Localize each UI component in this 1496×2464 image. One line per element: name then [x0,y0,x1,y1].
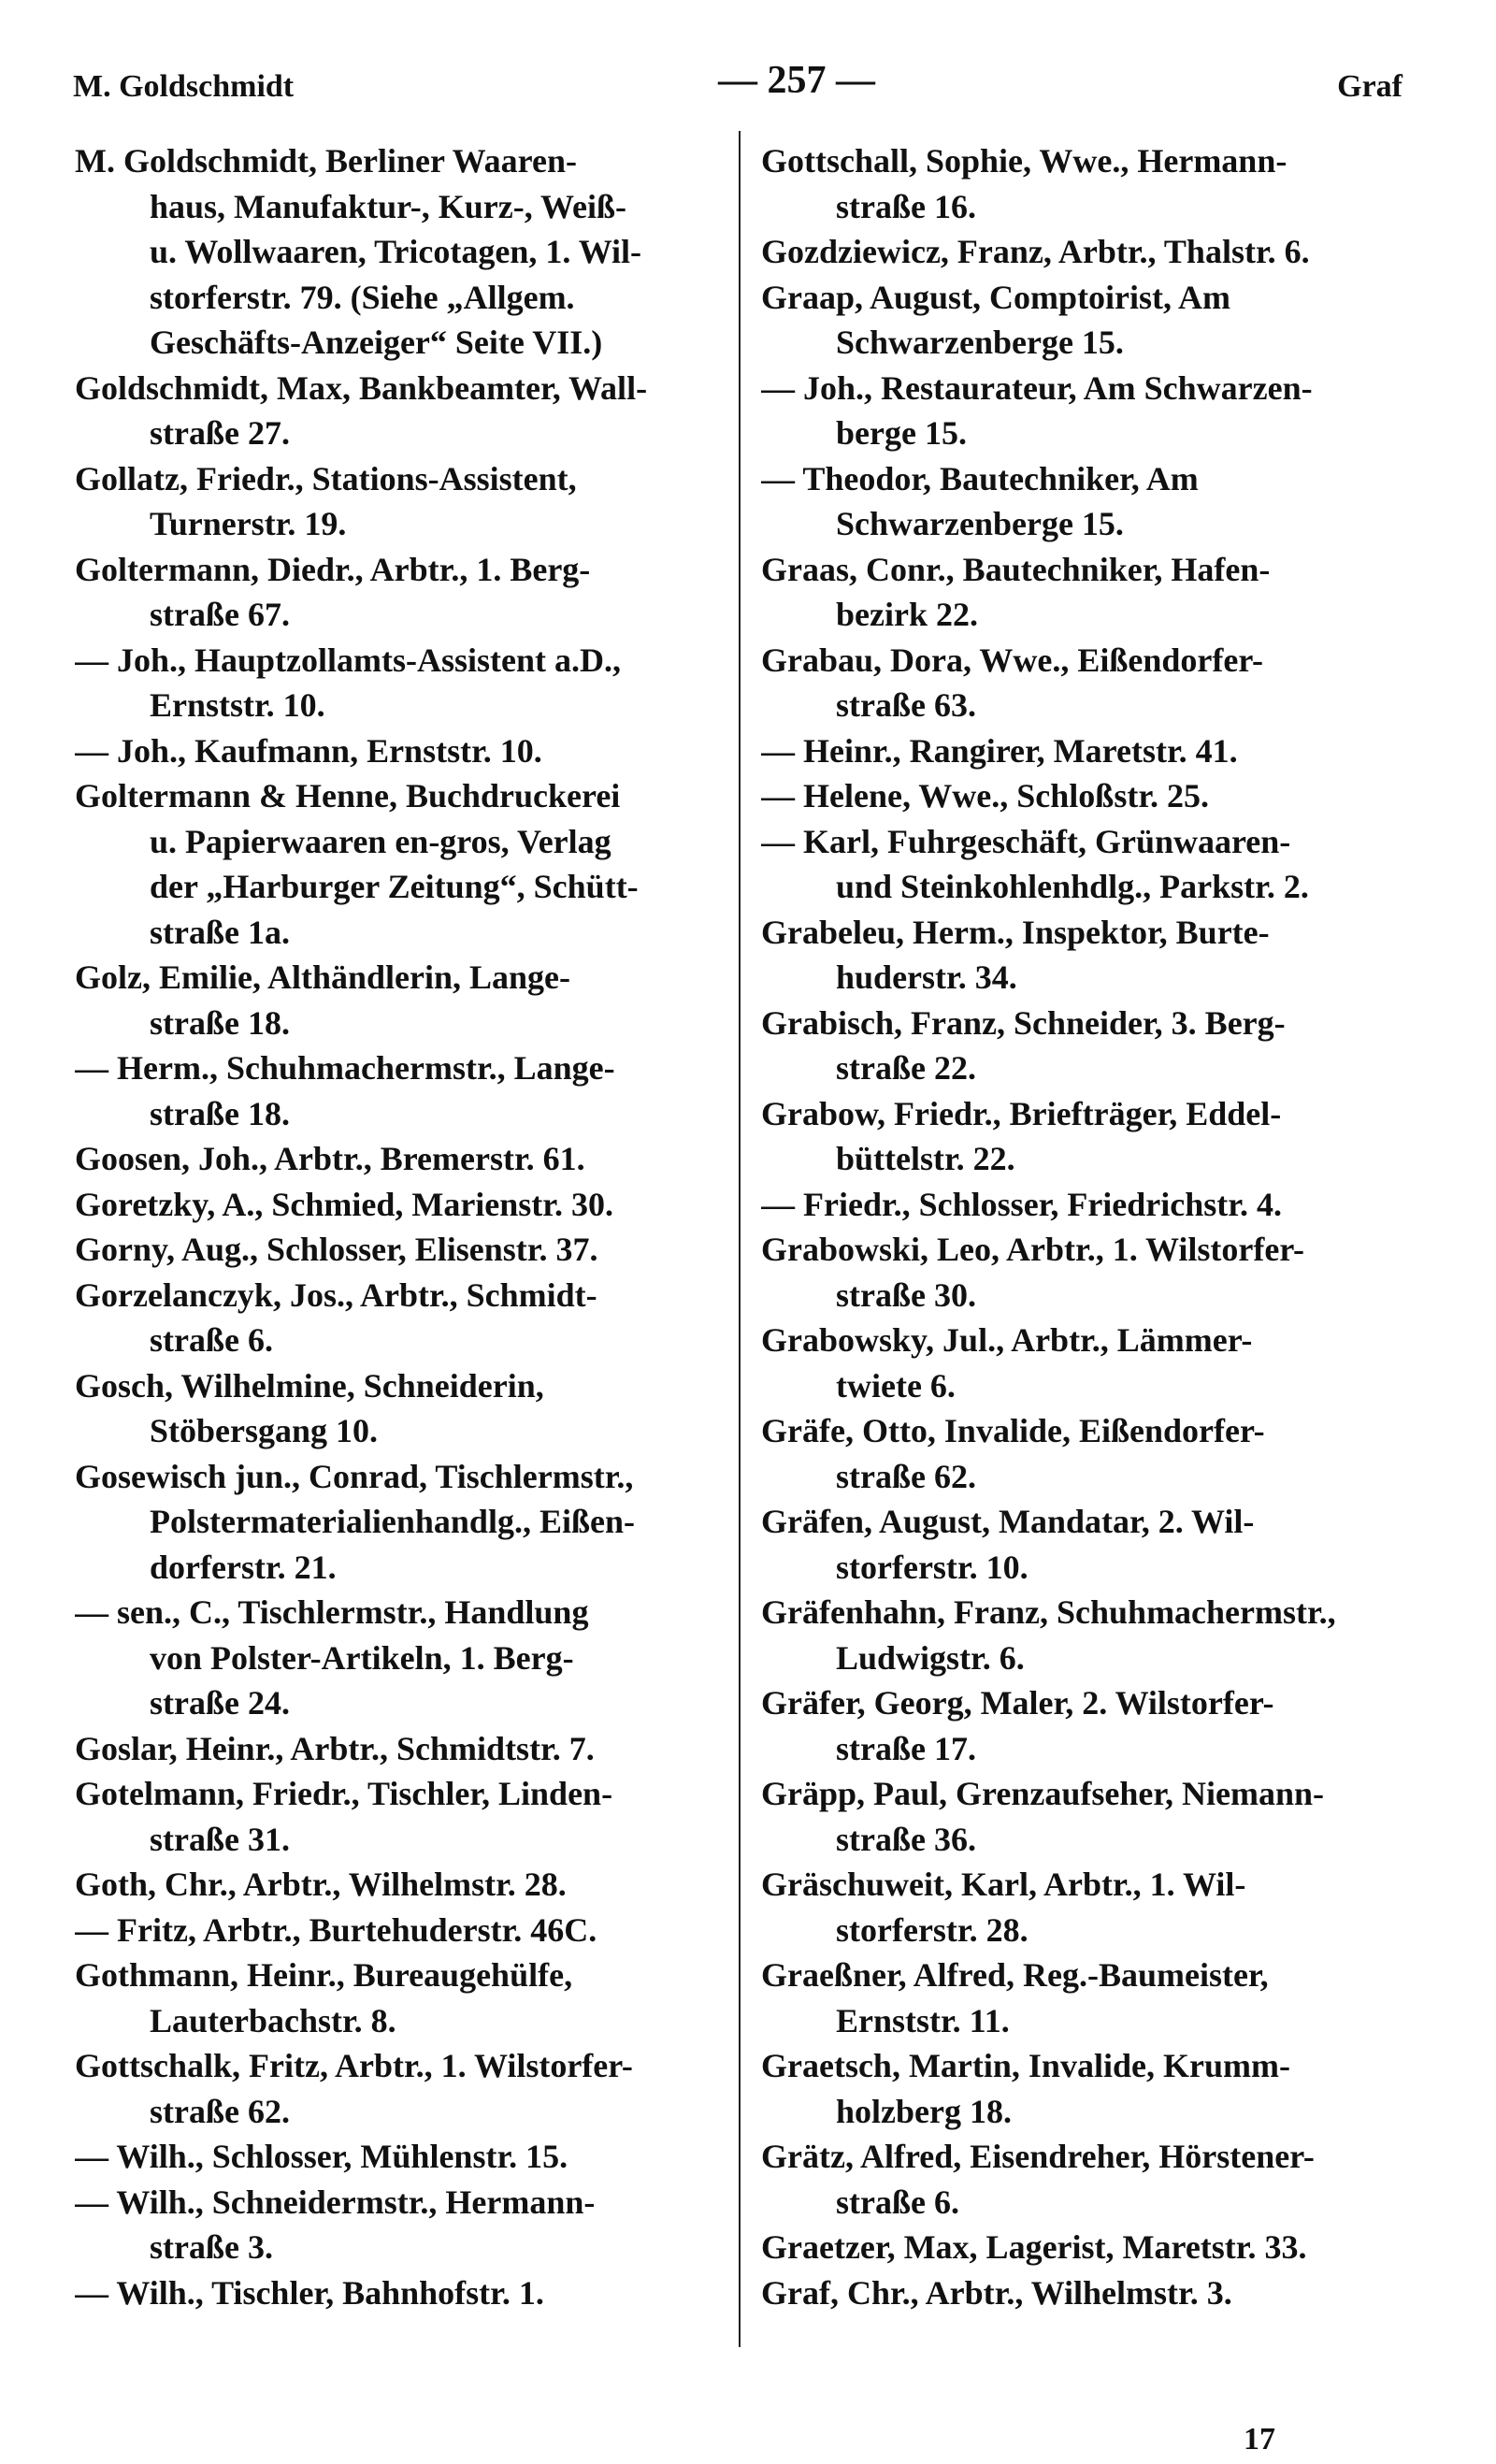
entry-continuation-line: straße 31. [150,1820,290,1858]
entry-continuation-line: u. Wollwaaren, Tricotagen, 1. Wil- [150,233,642,270]
directory-entry [761,1408,1416,1499]
entry-line: Grabeleu, Herm., Inspektor, Burte- [761,913,1270,951]
directory-entry [761,1952,1416,2043]
entry-line: Gosewisch jun., Conrad, Tischlermstr., [75,1457,634,1495]
entry-line: — Theodor, Bautechniker, Am [761,459,1199,497]
directory-entry [75,2270,729,2316]
entry-line: — Friedr., Schlosser, Friedrichstr. 4. [761,1185,1282,1223]
entry-continuation-line: straße 3. [150,2228,273,2266]
directory-entry [761,456,1416,547]
entry-continuation-line: straße 22. [836,1049,976,1087]
entry-continuation-line: haus, Manufaktur-, Kurz-, Weiß- [150,187,627,225]
entry-continuation-line: dorferstr. 21. [150,1548,337,1586]
entry-line: Gräschuweit, Karl, Arbtr., 1. Wil- [761,1866,1246,1903]
directory-entry [75,2043,729,2134]
entry-continuation-line: Ludwigstr. 6. [836,1638,1025,1677]
running-header [73,59,1402,105]
entry-line: — Joh., Hauptzollamts-Assistent a.D., [75,641,622,679]
directory-entry [761,275,1416,366]
directory-entry [761,728,1416,774]
entry-continuation-line: straße 18. [150,1003,290,1042]
directory-entry [761,2270,1416,2316]
entry-continuation-line: straße 6. [836,2183,959,2221]
entry-continuation-line: straße 24. [150,1684,290,1722]
entry-line: — sen., C., Tischlermstr., Handlung [75,1593,589,1631]
directory-entry [75,1771,729,1862]
directory-entry [761,138,1416,229]
directory-entry [761,1001,1416,1091]
left-column [75,138,729,2315]
right-column [761,138,1416,2315]
directory-entry [75,1726,729,1772]
directory-entry [75,773,729,955]
entry-line: — Helene, Wwe., Schloßstr. 25. [761,777,1210,814]
directory-entry [761,1590,1416,1680]
directory-entry [75,638,729,728]
entry-continuation-line: straße 27. [150,414,290,452]
entry-continuation-line: storferstr. 79. (Siehe „Allgem. [150,278,575,316]
directory-entry [761,1182,1416,1228]
entry-continuation-line: Lauterbachstr. 8. [150,2001,396,2039]
entry-continuation-line: straße 30. [836,1275,976,1314]
directory-entry [761,229,1416,275]
directory-entry [75,366,729,456]
entry-line: — Fritz, Arbtr., Burtehuderstr. 46C. [75,1910,597,1949]
directory-entry [761,910,1416,1001]
entry-continuation-line: büttelstr. 22. [836,1140,1015,1177]
entry-continuation-line: twiete 6. [836,1366,956,1405]
entry-line: Gottschall, Sophie, Wwe., Hermann- [761,142,1287,180]
entry-line: Grabisch, Franz, Schneider, 3. Berg- [761,1003,1286,1042]
entry-line: Grabau, Dora, Wwe., Eißendorfer- [761,641,1263,679]
directory-entry [75,1045,729,1136]
directory-entry [75,1590,729,1726]
directory-entry [75,2134,729,2180]
directory-entry [75,1952,729,2043]
directory-entry [75,1363,729,1454]
entry-line: Gorny, Aug., Schlosser, Elisenstr. 37. [75,1231,598,1268]
entry-continuation-line: straße 36. [836,1820,976,1858]
entry-line: Goslar, Heinr., Arbtr., Schmidtstr. 7. [75,1729,595,1767]
entry-line: Graetzer, Max, Lagerist, Maretstr. 33. [761,2228,1307,2266]
entry-line: Gräfen, August, Mandatar, 2. Wil- [761,1503,1255,1540]
entry-line: — Wilh., Schneidermstr., Hermann- [75,2183,596,2221]
entry-continuation-line: straße 63. [836,686,976,724]
entry-line: — Heinr., Rangirer, Maretstr. 41. [761,731,1238,770]
entry-line: Grätz, Alfred, Eisendreher, Hörstener- [761,2138,1315,2175]
entry-line: Gräpp, Paul, Grenzaufseher, Niemann- [761,1775,1325,1812]
entry-line: Gräfe, Otto, Invalide, Eißendorfer- [761,1412,1265,1449]
entry-line: Graeßner, Alfred, Reg.-Baumeister, [761,1956,1269,1994]
directory-entry [761,1771,1416,1862]
entry-continuation-line: straße 62. [150,2092,290,2130]
entry-continuation-line: holzberg 18. [836,2092,1012,2130]
entry-line: Goosen, Joh., Arbtr., Bremerstr. 61. [75,1140,585,1177]
entry-line: Gosch, Wilhelmine, Schneiderin, [75,1366,544,1405]
directory-entry [761,2043,1416,2134]
entry-line: Gorzelanczyk, Jos., Arbtr., Schmidt- [75,1275,597,1314]
entry-continuation-line: Schwarzenberge 15. [836,505,1124,542]
entry-continuation-line: storferstr. 10. [836,1548,1028,1586]
entry-continuation-line: der „Harburger Zeitung“, Schütt- [150,868,639,905]
entry-continuation-line: Turnerstr. 19. [150,505,347,542]
entry-continuation-line: Ernststr. 10. [150,686,325,724]
directory-entry [761,1680,1416,1771]
header-last-entry: Graf [1337,69,1402,104]
entry-continuation-line: bezirk 22. [836,596,978,633]
entry-continuation-line: straße 67. [150,596,290,633]
entry-continuation-line: berge 15. [836,414,967,452]
entry-line: Goth, Chr., Arbtr., Wilhelmstr. 28. [75,1866,567,1903]
entry-line: — Joh., Restaurateur, Am Schwarzen- [761,368,1313,407]
entry-line: Graf, Chr., Arbtr., Wilhelmstr. 3. [761,2273,1232,2312]
entry-continuation-line: und Steinkohlenhdlg., Parkstr. 2. [836,868,1309,905]
directory-entry [761,2225,1416,2270]
entry-line: Goltermann & Henne, Buchdruckerei [75,777,621,814]
entry-line: Gotelmann, Friedr., Tischler, Linden- [75,1775,613,1812]
directory-entry [75,1454,729,1591]
directory-entry [75,138,729,366]
entry-continuation-line: u. Papierwaaren en-gros, Verlag [150,822,611,860]
entry-continuation-line: Ernststr. 11. [836,2001,1010,2039]
entry-continuation-line: Geschäfts-Anzeiger“ Seite VII.) [150,324,603,361]
directory-entry [761,773,1416,819]
entry-line: — Wilh., Schlosser, Mühlenstr. 15. [75,2138,568,2175]
directory-entry [75,1862,729,1908]
entry-continuation-line: Stöbersgang 10. [150,1412,379,1449]
entry-continuation-line: straße 62. [836,1457,976,1495]
entry-line: Grabowski, Leo, Arbtr., 1. Wilstorfer- [761,1231,1304,1268]
directory-entry [75,1182,729,1228]
entry-line: M. Goldschmidt, Berliner Waaren- [75,142,577,180]
directory-entry [761,547,1416,638]
entry-line: Gottschalk, Fritz, Arbtr., 1. Wilstorfer- [75,2047,633,2084]
column-divider [739,131,741,2347]
entry-continuation-line: von Polster-Artikeln, 1. Berg- [150,1638,574,1677]
directory-entry [761,1318,1416,1408]
directory-entry [761,366,1416,456]
directory-entry [75,1227,729,1273]
directory-entry [761,1862,1416,1952]
entry-line: — Joh., Kaufmann, Ernststr. 10. [75,731,542,770]
entry-continuation-line: straße 6. [150,1321,273,1359]
entry-line: — Herm., Schuhmachermstr., Lange- [75,1049,615,1087]
entry-line: Grabow, Friedr., Briefträger, Eddel- [761,1094,1282,1132]
page-number: — 257 — [718,59,875,102]
entry-line: Gothmann, Heinr., Bureaugehülfe, [75,1956,573,1994]
directory-entry [75,2180,729,2270]
entry-continuation-line: huderstr. 34. [836,958,1017,996]
directory-entry [75,1136,729,1182]
directory-entry [75,1908,729,1953]
entry-continuation-line: storferstr. 28. [836,1910,1028,1949]
entry-continuation-line: Polstermaterialienhandlg., Eißen- [150,1503,635,1540]
entry-line: Goldschmidt, Max, Bankbeamter, Wall- [75,368,648,407]
directory-entry [761,819,1416,910]
directory-entry [75,728,729,774]
directory-entry [75,547,729,638]
entry-line: Golz, Emilie, Althändlerin, Lange- [75,958,571,996]
directory-entry [761,1091,1416,1182]
entry-continuation-line: straße 1a. [150,913,290,951]
entry-line: Grabowsky, Jul., Arbtr., Lämmer- [761,1321,1253,1359]
entry-line: Gozdziewicz, Franz, Arbtr., Thalstr. 6. [761,233,1310,270]
entry-line: Gräfer, Georg, Maler, 2. Wilstorfer- [761,1684,1274,1722]
entry-continuation-line: Schwarzenberge 15. [836,324,1124,361]
entry-line: Graas, Conr., Bautechniker, Hafen- [761,550,1271,588]
header-first-entry: M. Goldschmidt [73,69,295,104]
entry-continuation-line: straße 16. [836,187,976,225]
directory-entry [75,1273,729,1363]
directory-entry [761,2134,1416,2225]
entry-line: Graap, August, Comptoirist, Am [761,278,1231,316]
signature-mark: 17 [1244,2422,1275,2457]
directory-entry [761,1499,1416,1590]
entry-continuation-line: straße 17. [836,1729,976,1767]
directory-entry [75,955,729,1045]
entry-line: Graetsch, Martin, Invalide, Krumm- [761,2047,1290,2084]
entry-line: — Wilh., Tischler, Bahnhofstr. 1. [75,2273,544,2312]
entry-line: — Karl, Fuhrgeschäft, Grünwaaren- [761,822,1291,860]
entry-line: Gollatz, Friedr., Stations-Assistent, [75,459,577,497]
directory-entry [75,456,729,547]
entry-line: Goretzky, A., Schmied, Marienstr. 30. [75,1185,613,1223]
entry-continuation-line: straße 18. [150,1094,290,1132]
entry-line: Gräfenhahn, Franz, Schuhmachermstr., [761,1593,1336,1631]
directory-entry [761,638,1416,728]
entry-line: Goltermann, Diedr., Arbtr., 1. Berg- [75,550,591,588]
directory-entry [761,1227,1416,1318]
